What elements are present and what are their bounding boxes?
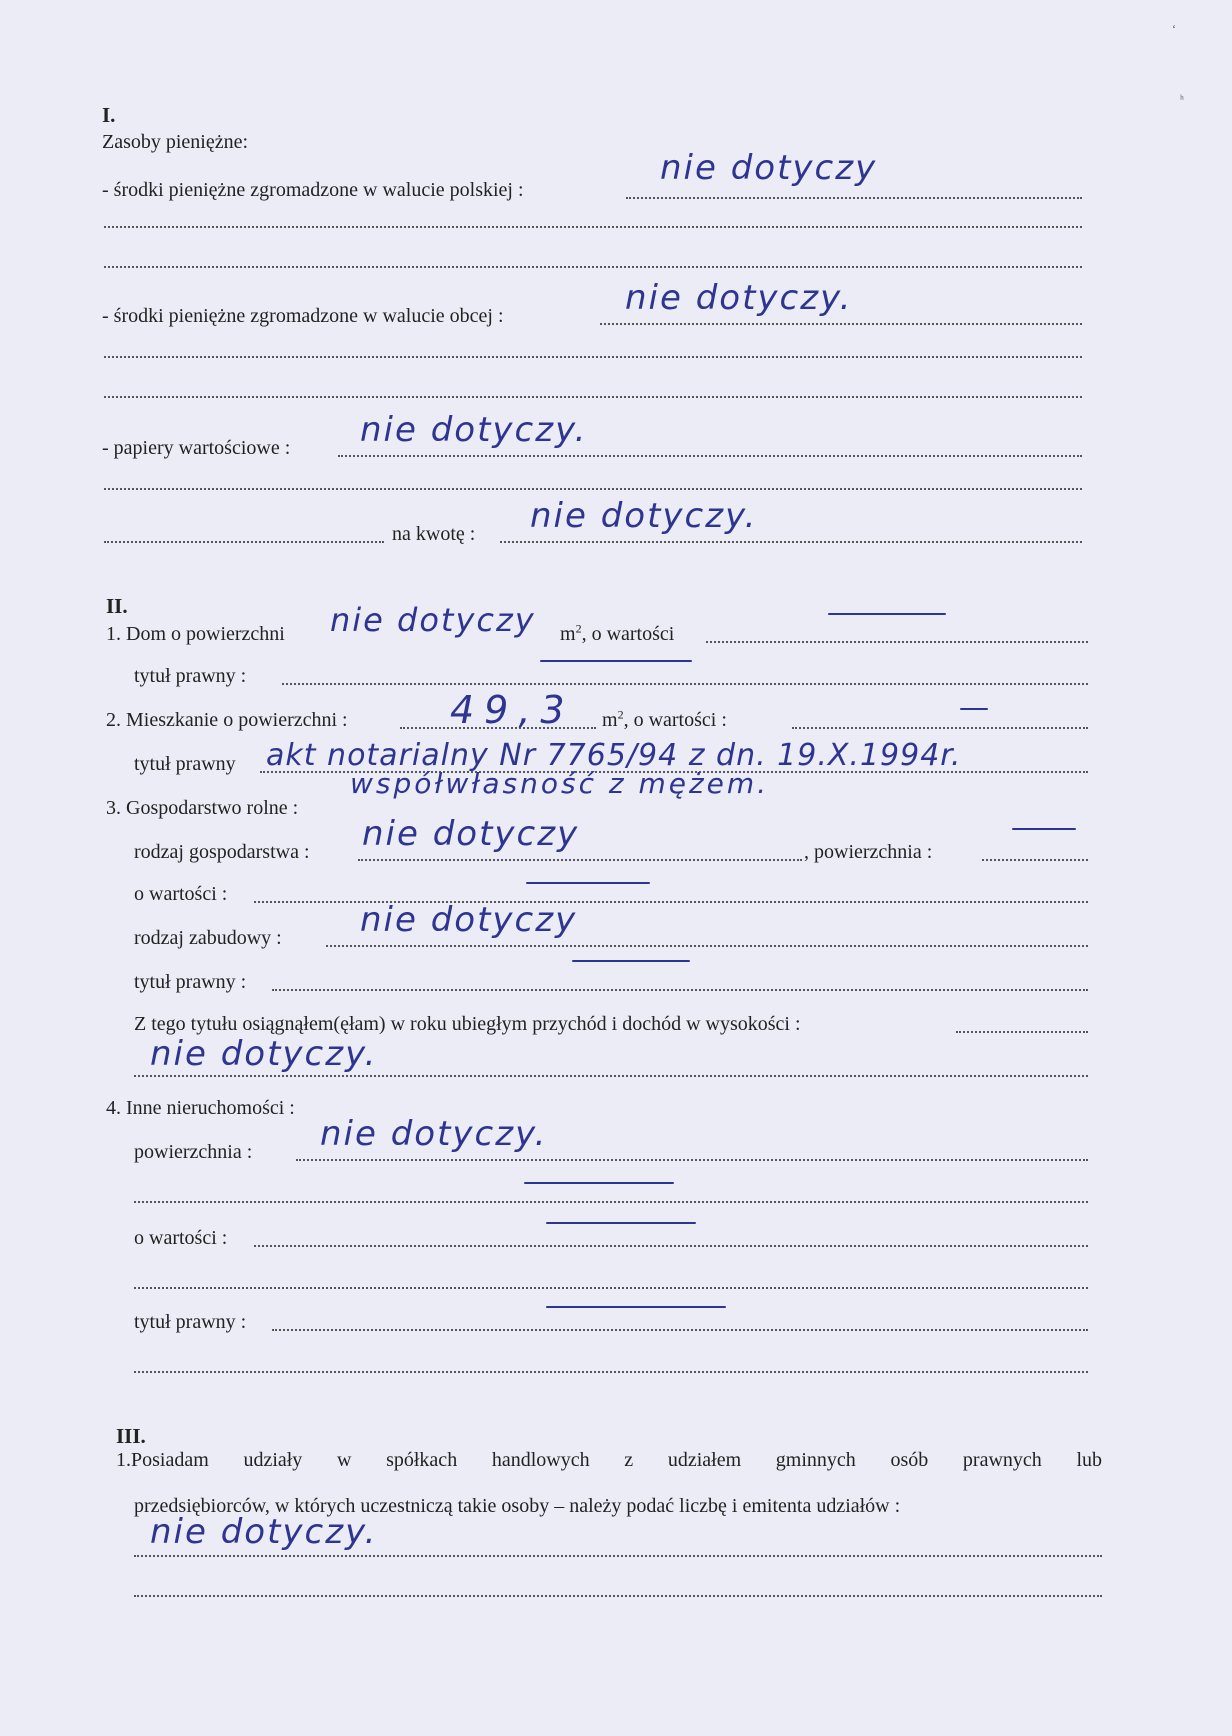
fill-line <box>282 681 1088 685</box>
flat-area-value: 49,3 <box>450 688 575 732</box>
handwritten-dash <box>526 882 650 884</box>
income-label: Z tego tytułu osiągnąłem(ęłam) w roku ubiegłym przychód i dochód w wysokości : <box>134 1013 801 1035</box>
fill-line <box>296 1157 1088 1161</box>
fill-line <box>104 224 1082 228</box>
fill-line <box>600 321 1082 325</box>
fill-line <box>272 987 1088 991</box>
flat-title-value: akt notarialny Nr 7765/94 z dn. 19.X.1994r. <box>266 738 962 773</box>
farm-build-label: rodzaj zabudowy : <box>134 927 282 949</box>
fill-line <box>792 725 1088 729</box>
handwritten-dash <box>960 708 988 710</box>
handwritten-dash <box>1012 828 1076 830</box>
amount-value: nie dotyczy. <box>530 496 758 536</box>
section-1-heading: I. <box>102 103 116 127</box>
farm-build-value: nie dotyczy <box>360 900 578 940</box>
flat-label: 2. Mieszkanie o powierzchni : <box>106 709 348 731</box>
fill-line <box>134 1369 1088 1373</box>
farm-type-label: rodzaj gospodarstwa : <box>134 841 310 863</box>
income-value: nie dotyczy. <box>150 1034 378 1074</box>
fill-line <box>254 1243 1088 1247</box>
fill-line <box>134 1553 1102 1557</box>
other-title-label: tytuł prawny : <box>134 1311 247 1333</box>
fill-line <box>134 1593 1102 1597</box>
securities-value: nie dotyczy. <box>360 410 588 450</box>
fill-line <box>706 639 1088 643</box>
amount-label: na kwotę : <box>392 523 476 545</box>
scan-mark: ‘ <box>1172 22 1176 36</box>
fill-line <box>626 195 1082 199</box>
shares-text-line-2: przedsiębiorców, w których uczestniczą takie osoby – należy podać liczbę i emitenta udziałów : <box>134 1495 901 1517</box>
fill-line <box>272 1327 1088 1331</box>
other-area-label: powierzchnia : <box>134 1141 253 1163</box>
fill-line <box>104 486 1082 490</box>
house-title-label: tytuł prawny : <box>134 665 247 687</box>
handwritten-dash <box>540 660 692 662</box>
handwritten-dash <box>546 1306 726 1308</box>
farm-area-label: , powierzchnia : <box>804 841 933 863</box>
flat-title-label: tytuł prawny <box>134 753 236 775</box>
section-3-heading: III. <box>116 1424 146 1448</box>
farm-title-label: tytuł prawny : <box>134 971 247 993</box>
house-area-value: nie dotyczy <box>330 601 536 639</box>
farm-type-value: nie dotyczy <box>362 814 580 854</box>
other-property-label: 4. Inne nieruchomości : <box>106 1097 295 1119</box>
house-label: 1. Dom o powierzchni <box>106 623 285 645</box>
farm-worth-label: o wartości : <box>134 883 228 905</box>
fill-line <box>104 539 384 543</box>
securities-label: - papiery wartościowe : <box>102 437 291 459</box>
shares-value: nie dotyczy. <box>150 1512 378 1552</box>
pln-funds-label: - środki pieniężne zgromadzone w walucie polskiej : <box>102 179 524 201</box>
house-unit-and-value-label: $m^2$, o wartości <box>560 621 675 645</box>
foreign-funds-label: - środki pieniężne zgromadzone w walucie obcej : <box>102 305 504 327</box>
flat-unit-and-value-label: $m^2$, o wartości : <box>602 707 727 731</box>
pln-funds-value: nie dotyczy <box>660 148 878 188</box>
other-worth-label: o wartości : <box>134 1227 228 1249</box>
fill-line <box>326 943 1088 947</box>
handwritten-dash <box>572 960 690 962</box>
handwritten-dash <box>828 613 946 615</box>
other-area-value: nie dotyczy. <box>320 1114 548 1154</box>
fill-line <box>134 1285 1088 1289</box>
farm-value: współwłasność z mężem. <box>350 767 770 800</box>
foreign-funds-value: nie dotyczy. <box>625 278 853 318</box>
farm-label: 3. Gospodarstwo rolne : <box>106 797 299 819</box>
fill-line <box>338 453 1082 457</box>
shares-text-line-1: 1.Posiadam udziały w spółkach handlowych z udziałem gminnych osób prawnych lub <box>116 1449 1102 1471</box>
fill-line <box>104 354 1082 358</box>
scan-mark: ʰ <box>1180 92 1184 106</box>
section-1-title: Zasoby pieniężne: <box>102 131 249 153</box>
fill-line <box>982 857 1088 861</box>
fill-line <box>500 539 1082 543</box>
section-2-heading: II. <box>106 594 128 618</box>
fill-line <box>134 1199 1088 1203</box>
fill-line <box>956 1029 1088 1033</box>
handwritten-dash <box>524 1182 674 1184</box>
fill-line <box>104 394 1082 398</box>
handwritten-dash <box>546 1222 696 1224</box>
fill-line <box>358 857 802 861</box>
fill-line <box>104 264 1082 268</box>
